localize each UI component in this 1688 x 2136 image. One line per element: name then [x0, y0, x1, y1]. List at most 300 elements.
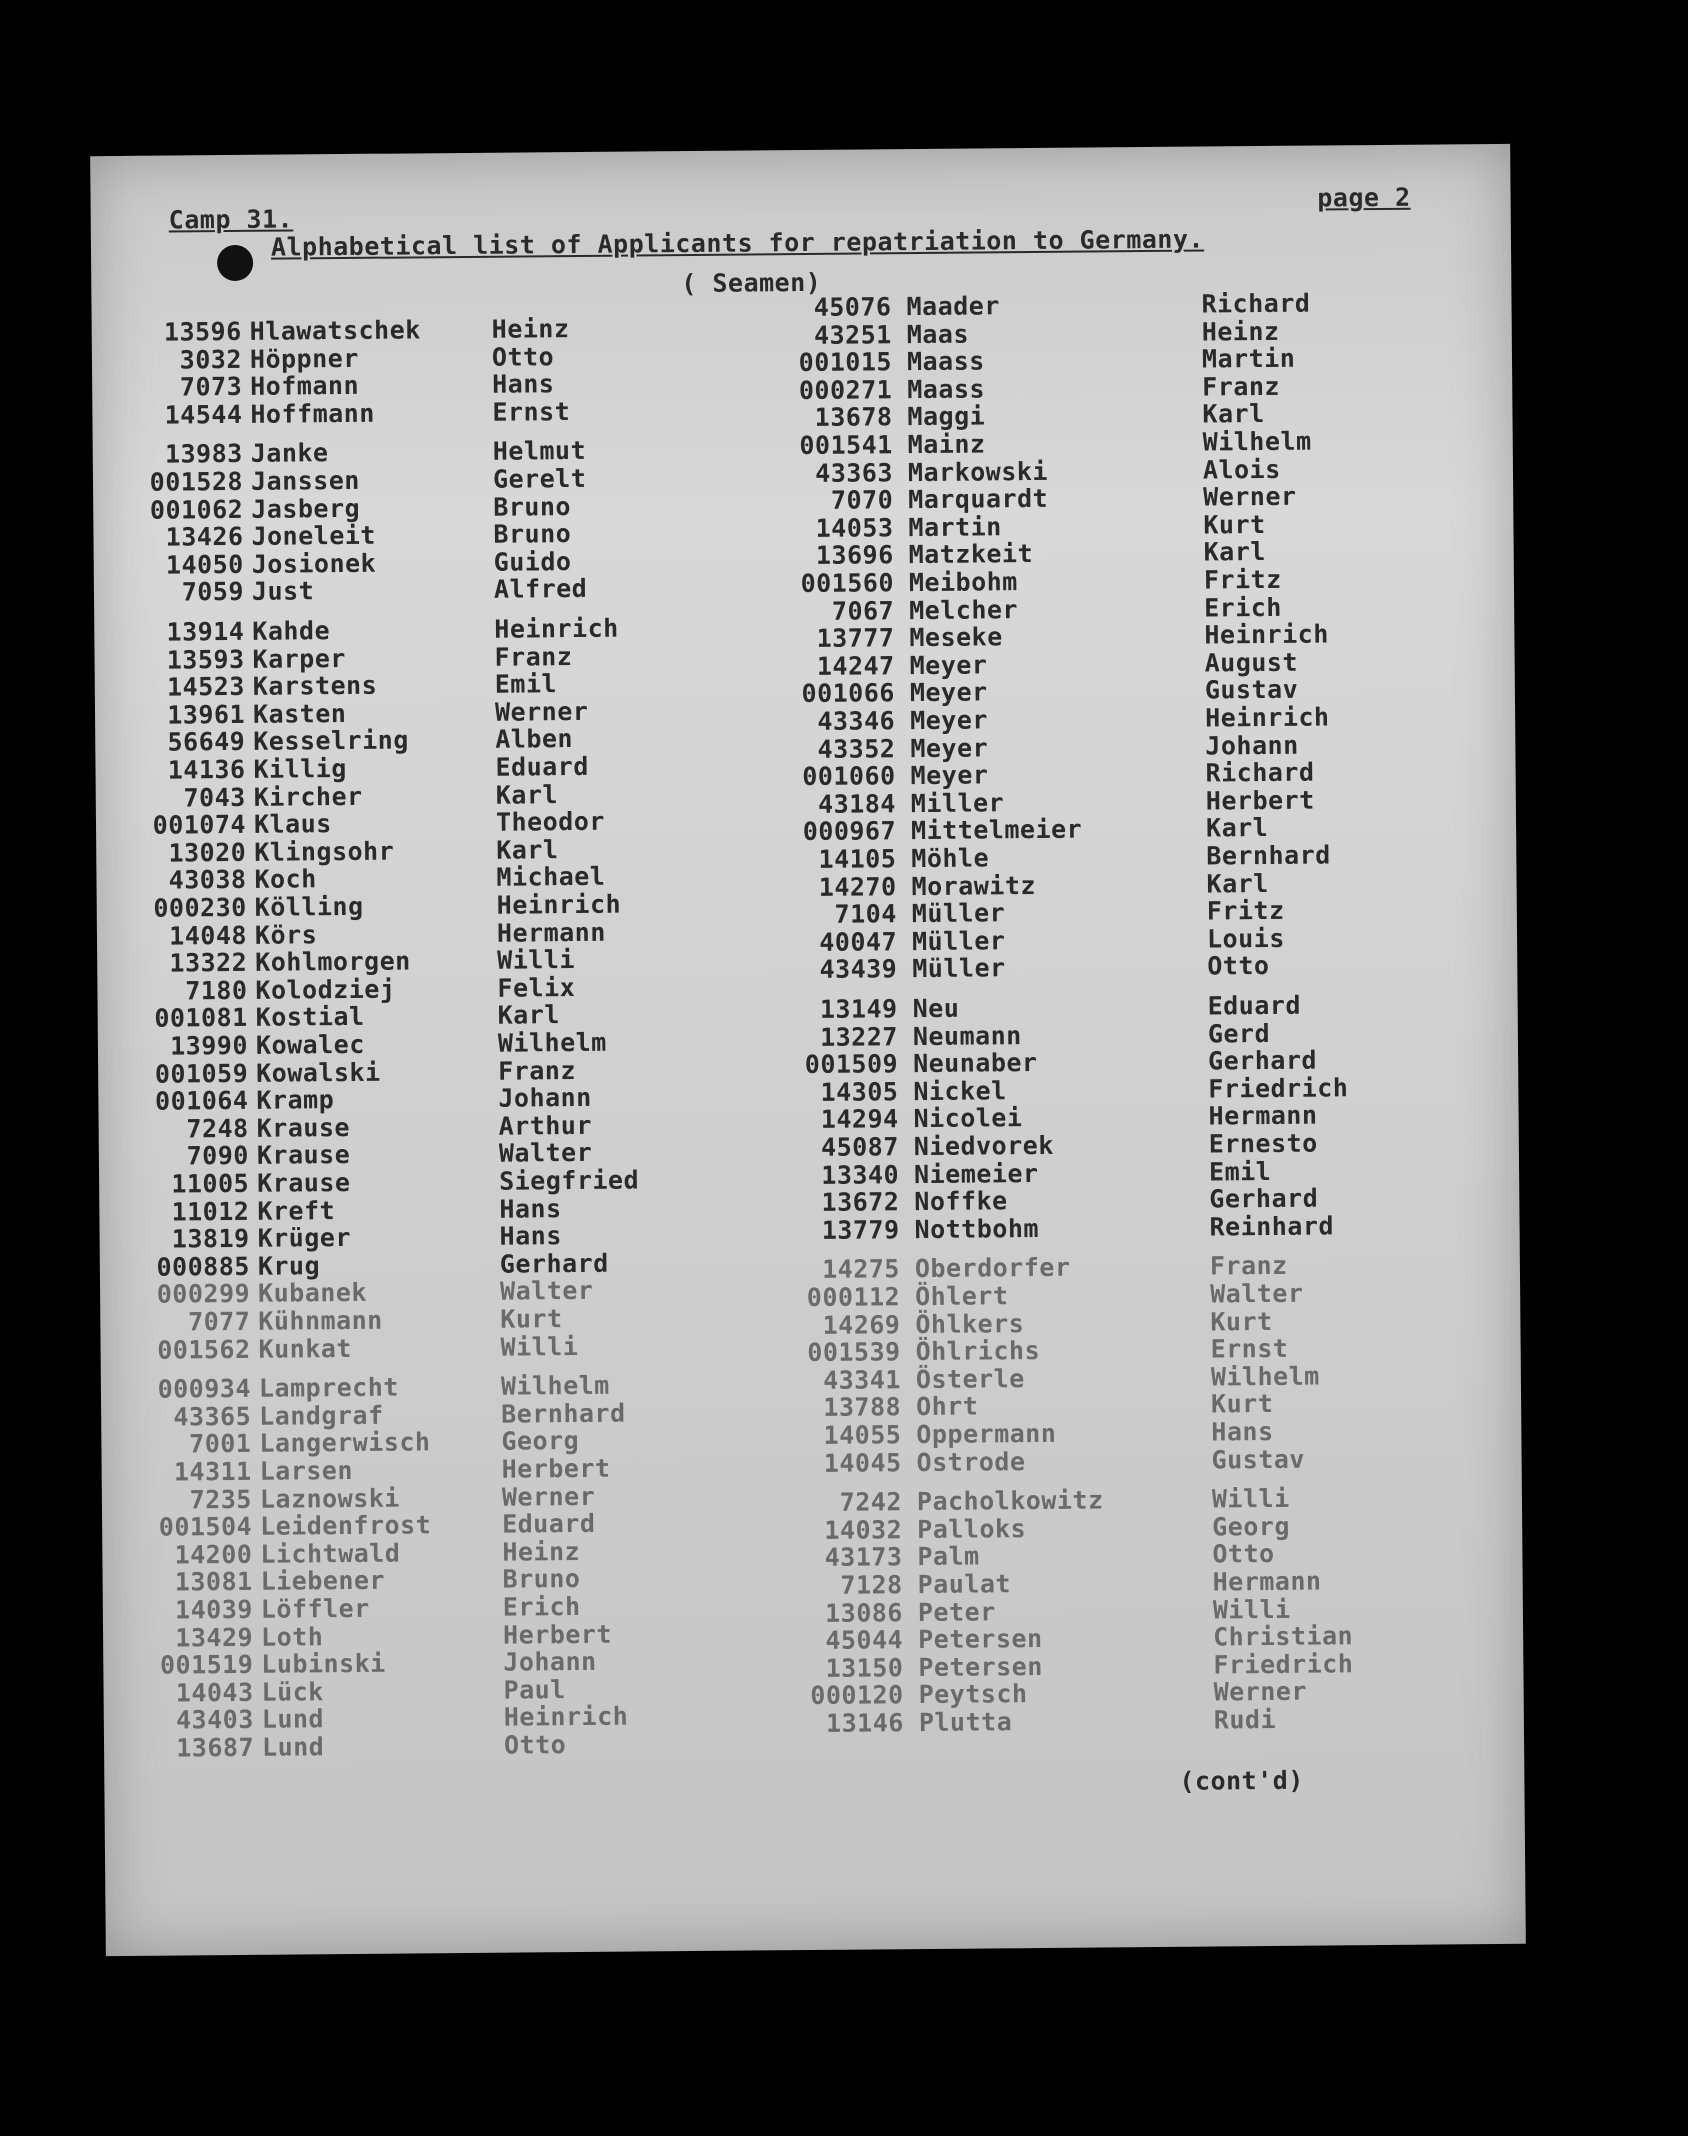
surname: Liebener	[260, 1566, 386, 1597]
applicant-number: 14045	[823, 1447, 902, 1478]
applicant-number: 43352	[817, 733, 896, 764]
applicant-number: 7235	[189, 1484, 253, 1515]
applicant-number: 14055	[823, 1420, 902, 1450]
applicant-number: 14294	[820, 1104, 899, 1135]
applicant-number: 14136	[167, 754, 246, 785]
surname: Markowski	[907, 456, 1049, 487]
given-name: Heinrich	[1204, 702, 1330, 733]
applicant-number: 14305	[820, 1077, 899, 1107]
surname: Noffke	[914, 1186, 1008, 1217]
applicant-number: 000271	[798, 375, 893, 405]
applicant-number: 7242	[839, 1487, 903, 1517]
applicant-number: 43363	[815, 457, 894, 488]
given-name: Reinhard	[1209, 1211, 1335, 1242]
given-name: Rudi	[1213, 1704, 1277, 1735]
applicant-number: 13593	[166, 644, 245, 675]
given-name: Louis	[1206, 923, 1285, 954]
applicant-number: 13081	[174, 1567, 253, 1597]
surname: Maass	[907, 374, 986, 404]
applicant-number: 43403	[175, 1705, 254, 1735]
given-name: Erich	[502, 1592, 581, 1622]
surname: Lubinski	[261, 1648, 386, 1679]
surname: Peytsch	[918, 1679, 1028, 1710]
given-name: Willi	[500, 1331, 579, 1362]
given-name: Alois	[1202, 454, 1281, 485]
given-name: Herbert	[1205, 785, 1315, 816]
given-name: Theodor	[495, 806, 605, 837]
surname: Kowalski	[256, 1057, 381, 1088]
surname: Peter	[917, 1596, 996, 1627]
applicant-number: 001059	[154, 1058, 249, 1089]
given-name: Gerhard	[1209, 1183, 1319, 1214]
given-name: Karl	[1203, 537, 1267, 567]
given-name: Gerd	[1207, 1018, 1271, 1049]
punch-hole	[217, 245, 253, 281]
camp-label: Camp 31.	[168, 204, 294, 235]
given-name: Eduard	[495, 751, 589, 782]
applicant-number: 7073	[179, 372, 243, 402]
page-number: page 2	[1317, 182, 1411, 213]
surname: Kohlmorgen	[255, 946, 411, 978]
given-name: Emil	[1208, 1156, 1272, 1187]
given-name: Willi	[497, 945, 576, 975]
applicant-number: 14270	[818, 871, 897, 902]
applicant-number: 13340	[821, 1159, 900, 1190]
given-name: Heinz	[1201, 316, 1280, 347]
given-name: Hermann	[1212, 1566, 1322, 1597]
given-name: Hermann	[496, 917, 606, 948]
surname: Palm	[917, 1541, 980, 1572]
surname: Paulat	[917, 1569, 1012, 1600]
surname: Lund	[261, 1732, 325, 1762]
surname: Kreft	[257, 1195, 336, 1226]
surname: Kölling	[254, 891, 364, 922]
applicant-number: 14200	[174, 1539, 253, 1570]
given-name: Franz	[494, 641, 573, 672]
given-name: Franz	[1209, 1251, 1288, 1281]
applicant-number: 13672	[821, 1187, 900, 1218]
surname: Petersen	[918, 1624, 1043, 1655]
applicant-number: 11005	[171, 1168, 250, 1199]
applicant-number: 13819	[171, 1224, 250, 1254]
document-page	[90, 144, 1526, 1956]
applicant-number: 001504	[158, 1512, 253, 1542]
continued-note: (cont'd)	[1179, 1765, 1304, 1796]
applicant-number: 14050	[165, 549, 244, 580]
given-name: Friedrich	[1213, 1649, 1354, 1680]
given-name: Walter	[498, 1138, 593, 1169]
applicant-number: 14053	[815, 513, 894, 543]
applicant-number: 000112	[806, 1282, 901, 1313]
applicant-number: 001560	[800, 568, 895, 599]
applicant-number: 001562	[157, 1334, 251, 1365]
given-name: Karl	[1206, 868, 1269, 899]
given-name: Hermann	[1208, 1100, 1318, 1131]
given-name: Kurt	[500, 1304, 563, 1334]
surname: Ostrode	[916, 1446, 1026, 1477]
given-name: Franz	[1202, 371, 1281, 402]
applicant-number: 001064	[154, 1086, 249, 1116]
applicant-number: 11012	[171, 1196, 250, 1227]
given-name: Christian	[1213, 1621, 1354, 1652]
applicant-number: 000120	[810, 1680, 904, 1711]
given-name: Fritz	[1206, 896, 1285, 926]
surname: Meyer	[910, 705, 989, 736]
given-name: Karl	[496, 834, 559, 865]
applicant-number: 43038	[168, 865, 247, 895]
applicant-number: 000934	[157, 1374, 252, 1404]
surname: Lück	[261, 1677, 324, 1707]
given-name: Wilhelm	[497, 1027, 607, 1058]
given-name: Bruno	[502, 1564, 581, 1595]
document-subtitle: ( Seamen)	[681, 267, 822, 299]
surname: Maass	[906, 346, 985, 377]
given-name: Heinrich	[503, 1701, 629, 1733]
given-name: Walter	[499, 1276, 594, 1307]
given-name: August	[1204, 647, 1299, 678]
given-name: Hans	[499, 1221, 562, 1251]
applicant-number: 14269	[822, 1309, 901, 1340]
surname: Hlawatschek	[249, 315, 421, 346]
given-name: Fritz	[1203, 564, 1282, 595]
surname: Janke	[250, 438, 329, 469]
given-name: Heinz	[502, 1536, 581, 1567]
surname: Krug	[257, 1251, 321, 1281]
surname: Karper	[252, 643, 347, 674]
surname: Öhlert	[915, 1281, 1009, 1312]
given-name: Bruno	[493, 519, 572, 549]
given-name: Karl	[1205, 813, 1269, 843]
surname: Krause	[257, 1167, 351, 1198]
surname: Josionek	[251, 548, 377, 579]
given-name: Wilhelm	[1210, 1361, 1320, 1392]
surname: Mittelmeier	[910, 814, 1083, 846]
surname: Österle	[915, 1363, 1025, 1394]
applicant-number: 000885	[156, 1251, 250, 1282]
surname: Petersen	[918, 1651, 1043, 1682]
applicant-number: 14105	[818, 844, 897, 874]
given-name: Wilhelm	[500, 1370, 610, 1401]
given-name: Gerhard	[1207, 1045, 1318, 1076]
given-name: Gerelt	[492, 463, 587, 494]
applicant-number: 001539	[807, 1337, 901, 1368]
applicant-number: 14247	[816, 651, 895, 681]
given-name: Gerhard	[499, 1248, 609, 1279]
given-name: Paul	[503, 1674, 566, 1705]
given-name: Bernhard	[1206, 840, 1331, 871]
applicant-number: 13596	[163, 316, 242, 347]
given-name: Helmut	[492, 436, 587, 467]
given-name: Otto	[491, 341, 555, 372]
surname: Krause	[256, 1112, 351, 1143]
surname: Niedvorek	[913, 1130, 1054, 1162]
surname: Karstens	[252, 670, 378, 702]
applicant-number: 13426	[165, 522, 244, 552]
applicant-number: 001519	[159, 1650, 254, 1680]
applicant-number: 7067	[831, 595, 895, 626]
applicant-number: 45087	[820, 1132, 899, 1162]
surname: Kircher	[253, 781, 363, 812]
given-name: Walter	[1210, 1278, 1304, 1309]
surname: Kolodziej	[255, 974, 396, 1005]
surname: Klingsohr	[254, 836, 395, 867]
surname: Loth	[260, 1621, 324, 1652]
given-name: Willi	[1211, 1484, 1290, 1514]
surname: Müller	[912, 953, 1006, 984]
surname: Meyer	[910, 733, 989, 763]
given-name: Siegfried	[499, 1165, 640, 1196]
surname: Marquardt	[908, 484, 1049, 515]
applicant-number: 000230	[153, 892, 247, 923]
surname: Laznowski	[259, 1483, 400, 1514]
given-name: Martin	[1201, 343, 1296, 374]
applicant-number: 13687	[176, 1732, 255, 1763]
surname: Maas	[906, 319, 970, 349]
applicant-number: 13149	[819, 994, 898, 1024]
applicant-number: 7001	[189, 1429, 252, 1459]
applicant-number: 001015	[798, 347, 893, 378]
surname: Neu	[912, 993, 960, 1024]
surname: Körs	[254, 919, 318, 950]
surname: Larsen	[259, 1455, 354, 1486]
applicant-number: 56649	[167, 727, 246, 757]
given-name: Friedrich	[1208, 1073, 1349, 1104]
surname: Krause	[256, 1140, 351, 1171]
applicant-number: 13788	[823, 1392, 902, 1423]
given-name: Emil	[494, 669, 558, 699]
surname: Lamprecht	[258, 1372, 400, 1403]
given-name: Heinz	[491, 314, 570, 344]
given-name: Herbert	[501, 1453, 611, 1484]
surname: Kramp	[256, 1085, 335, 1116]
surname: Meyer	[910, 760, 989, 791]
given-name: Richard	[1201, 288, 1311, 319]
given-name: Karl	[1202, 399, 1265, 429]
surname: Kubanek	[257, 1278, 368, 1309]
surname: Klaus	[253, 809, 332, 840]
surname: Neunaber	[912, 1048, 1038, 1079]
applicant-number: 001081	[154, 1003, 248, 1034]
given-name: Erich	[1204, 592, 1283, 623]
applicant-number: 7248	[186, 1113, 249, 1144]
surname: Killig	[253, 754, 347, 784]
applicant-number: 14544	[164, 399, 243, 430]
surname: Palloks	[917, 1513, 1027, 1544]
given-name: Arthur	[498, 1110, 593, 1141]
surname: Niemeier	[913, 1158, 1039, 1189]
given-name: Alfred	[493, 574, 588, 605]
given-name: Georg	[1212, 1511, 1291, 1542]
surname: Öhlkers	[915, 1308, 1025, 1339]
given-name: Franz	[498, 1055, 577, 1086]
applicant-number: 13146	[825, 1708, 905, 1738]
given-name: Ernesto	[1208, 1128, 1318, 1159]
given-name: Bernhard	[501, 1398, 626, 1429]
surname: Müller	[911, 898, 1006, 929]
applicant-number: 001074	[152, 810, 247, 840]
given-name: Johann	[1205, 730, 1299, 761]
applicant-number: 001066	[801, 678, 896, 709]
surname: Kostial	[255, 1002, 365, 1033]
applicant-number: 7070	[830, 485, 894, 515]
applicant-number: 43251	[813, 319, 892, 350]
applicant-number: 7128	[840, 1570, 903, 1600]
surname: Meseke	[909, 622, 1003, 653]
surname: Oppermann	[916, 1418, 1057, 1450]
applicant-number: 13983	[164, 439, 243, 469]
surname: Meibohm	[908, 567, 1018, 598]
surname: Matzkeit	[908, 539, 1034, 570]
surname: Löffler	[260, 1593, 370, 1624]
surname: Kasten	[252, 698, 347, 729]
surname: Janssen	[250, 465, 360, 496]
surname: Pacholkowitz	[916, 1485, 1104, 1517]
given-name: Ernst	[492, 396, 571, 427]
given-name: Felix	[497, 972, 576, 1003]
surname: Meyer	[909, 677, 988, 708]
surname: Joneleit	[251, 520, 377, 552]
applicant-number: 14311	[173, 1456, 252, 1487]
given-name: Johann	[503, 1647, 597, 1677]
given-name: Werner	[1203, 481, 1297, 512]
given-name: Werner	[501, 1481, 596, 1512]
surname: Oberdorfer	[914, 1253, 1071, 1284]
surname: Martin	[908, 512, 1002, 542]
surname: Lund	[261, 1704, 325, 1735]
given-name: Hans	[499, 1193, 562, 1224]
applicant-number: 43365	[173, 1401, 252, 1432]
surname: Kunkat	[258, 1333, 353, 1364]
applicant-number: 14523	[166, 672, 245, 702]
given-name: Gustav	[1204, 675, 1299, 705]
surname: Leidenfrost	[260, 1510, 432, 1541]
surname: Miller	[910, 788, 1005, 818]
applicant-number: 000967	[802, 816, 897, 847]
applicant-number: 14039	[174, 1594, 253, 1625]
given-name: Otto	[1212, 1539, 1275, 1569]
surname: Kühnmann	[258, 1305, 383, 1336]
given-name: Ernst	[1210, 1334, 1289, 1364]
given-name: Georg	[501, 1426, 580, 1457]
surname: Morawitz	[911, 870, 1037, 901]
given-name: Eduard	[502, 1509, 596, 1539]
given-name: Kurt	[1203, 509, 1266, 540]
given-name: Gustav	[1211, 1444, 1306, 1475]
applicant-number: 14032	[824, 1514, 903, 1545]
given-name: Hans	[1211, 1416, 1274, 1447]
applicant-number: 43346	[817, 706, 896, 736]
given-name: Willi	[1212, 1594, 1291, 1625]
given-name: Otto	[503, 1730, 567, 1760]
applicant-number: 001062	[149, 494, 244, 525]
applicant-number: 13429	[175, 1622, 254, 1653]
applicant-number: 13227	[819, 1021, 899, 1052]
surname: Kesselring	[253, 725, 409, 757]
given-name: Bruno	[493, 491, 572, 522]
applicant-number: 001528	[149, 466, 244, 497]
surname: Lichtwald	[260, 1538, 401, 1569]
surname: Mainz	[907, 429, 986, 460]
surname: Maader	[906, 291, 1000, 322]
applicant-number: 43184	[817, 789, 896, 819]
surname: Nottbohm	[914, 1213, 1040, 1244]
applicant-number: 001509	[804, 1049, 899, 1080]
surname: Kowalec	[255, 1029, 365, 1060]
applicant-number: 3032	[179, 344, 243, 375]
surname: Neumann	[912, 1020, 1022, 1051]
given-name: Werner	[1213, 1677, 1308, 1707]
surname: Plutta	[918, 1707, 1013, 1738]
applicant-number: 7090	[186, 1141, 250, 1171]
surname: Melcher	[909, 594, 1019, 625]
given-name: Heinrich	[494, 613, 619, 644]
surname: Koch	[254, 864, 317, 895]
surname: Maggi	[907, 401, 986, 432]
applicant-number: 7077	[188, 1306, 251, 1337]
applicant-number: 000299	[156, 1279, 251, 1310]
applicant-number: 14275	[822, 1254, 901, 1285]
given-name: Eduard	[1207, 990, 1302, 1021]
surname: Höppner	[249, 343, 359, 374]
given-name: Kurt	[1210, 1389, 1274, 1419]
given-name: Heinrich	[496, 889, 622, 920]
applicant-number: 13678	[814, 402, 893, 433]
applicant-number: 14043	[175, 1677, 254, 1708]
given-name: Alben	[495, 724, 574, 755]
applicant-number: 13696	[815, 540, 894, 571]
applicant-number: 45044	[825, 1625, 904, 1656]
applicant-number: 001541	[799, 430, 893, 461]
surname: Hoffmann	[250, 398, 375, 429]
surname: Hofmann	[250, 371, 360, 402]
surname: Öhlrichs	[915, 1336, 1041, 1367]
applicant-number: 13020	[168, 837, 247, 868]
applicant-number: 7059	[181, 577, 245, 607]
surname: Landgraf	[259, 1400, 384, 1431]
surname: Nickel	[913, 1076, 1007, 1106]
surname: Just	[251, 576, 315, 607]
surname: Meyer	[909, 650, 988, 680]
applicant-number: 13961	[167, 699, 246, 730]
given-name: Guido	[493, 546, 572, 577]
applicant-number: 001060	[802, 761, 896, 792]
applicant-number: 14048	[169, 920, 248, 951]
applicant-number: 13914	[166, 616, 245, 647]
given-name: Karl	[495, 779, 559, 810]
applicant-number: 13779	[821, 1215, 900, 1245]
applicant-number: 7180	[185, 975, 248, 1006]
surname: Langerwisch	[259, 1427, 431, 1459]
applicant-number: 13150	[825, 1652, 904, 1683]
applicant-number: 13086	[825, 1597, 904, 1628]
given-name: Hans	[492, 369, 555, 399]
given-name: Johann	[498, 1083, 592, 1113]
given-name: Richard	[1205, 757, 1315, 788]
applicant-number: 13777	[816, 623, 895, 654]
applicant-number: 40047	[819, 927, 898, 957]
surname: Müller	[911, 926, 1006, 956]
applicant-number: 43439	[819, 954, 898, 985]
given-name: Werner	[494, 696, 589, 727]
surname: Ohrt	[915, 1391, 979, 1422]
applicant-number: 45076	[813, 292, 892, 322]
given-name: Kurt	[1210, 1306, 1273, 1337]
applicant-number: 13322	[169, 948, 248, 978]
applicant-number: 7104	[834, 899, 897, 929]
applicant-number: 13990	[170, 1030, 249, 1061]
surname: Kahde	[252, 616, 331, 646]
applicant-number: 43173	[824, 1542, 903, 1573]
